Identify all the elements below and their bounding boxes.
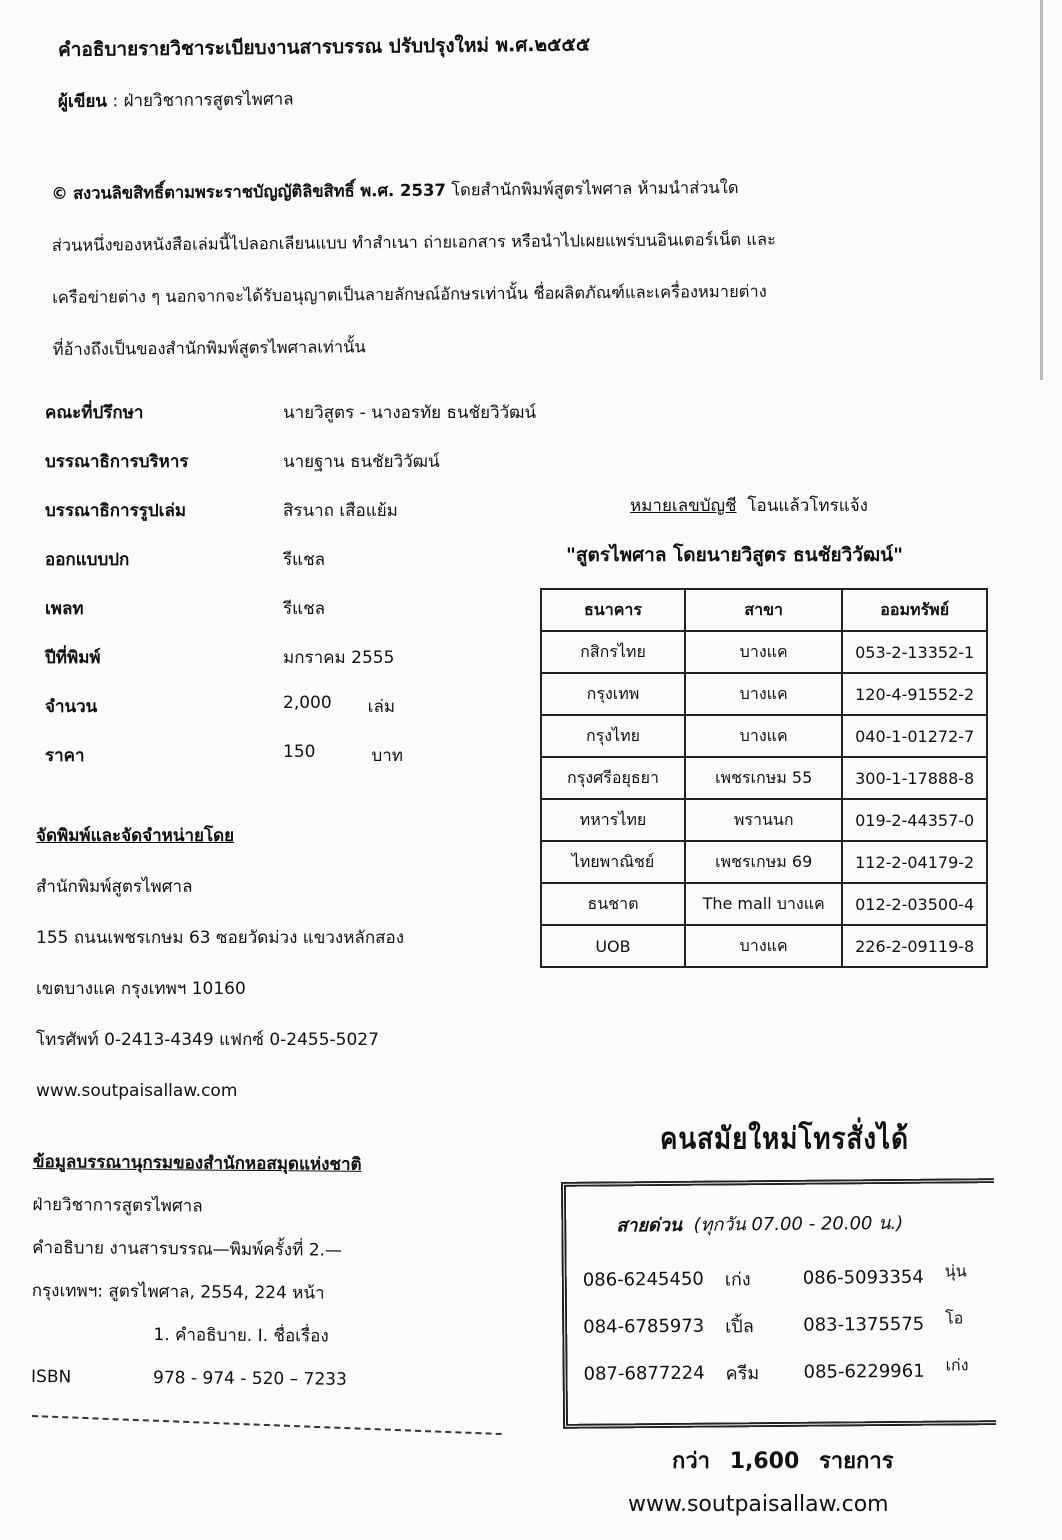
- column-header-savings: ออมทรัพย์: [842, 589, 987, 631]
- credit-row-cover-design: [45, 535, 536, 584]
- phone-list: [583, 1253, 969, 1397]
- credit-label: บรรณาธิการรูปเล่ม: [45, 501, 187, 521]
- credit-row-plate: [45, 584, 536, 633]
- table-row: [541, 673, 987, 715]
- catalog-line-2: คำอธิบาย งานสารบรรณ—พิมพ์ครั้งที่ 2.—: [32, 1238, 343, 1261]
- bank-cell: ทหารไทย: [541, 799, 685, 841]
- branch-cell: พรานนก: [685, 799, 842, 841]
- copyright-notice: [51, 159, 1033, 376]
- account-title-underlined: หมายเลขบัญชี: [630, 496, 737, 516]
- bank-accounts-table: [540, 588, 988, 968]
- hotline-box: [561, 1178, 996, 1429]
- table-header-row: [541, 589, 987, 631]
- credit-row-quantity: [45, 682, 536, 731]
- contact-name: เปิ้ล: [725, 1316, 754, 1338]
- contact-name: ครีม: [725, 1363, 760, 1385]
- publisher-address-1: 155 ถนนเพชรเกษม 63 ซอยวัดม่วง แขวงหลักสอง: [36, 928, 405, 948]
- table-row: [541, 631, 987, 673]
- catalog-line-1: ฝ่ายวิชาการสูตรไพศาล: [32, 1195, 203, 1217]
- phone-number: 086-6245450: [582, 1268, 704, 1291]
- phone-row: [583, 1300, 968, 1350]
- quantity-value: 2,000: [283, 693, 332, 713]
- contact-name: เก่ง: [724, 1269, 751, 1291]
- bank-cell: กรุงไทย: [541, 715, 685, 757]
- library-catalog-info: [31, 1140, 362, 1401]
- table-row: [541, 925, 987, 967]
- copyright-line-1: [51, 159, 1031, 220]
- phone-number: 086-5093354: [802, 1266, 924, 1289]
- account-title: [630, 492, 868, 519]
- account-number-cell: 120-4-91552-2: [842, 673, 987, 715]
- table-row: [541, 715, 987, 757]
- bank-cell: ไทยพาณิชย์: [541, 841, 685, 883]
- bank-cell: กรุงศรีอยุธยา: [541, 757, 685, 799]
- account-number-cell: 226-2-09119-8: [842, 925, 987, 967]
- branch-cell: เพชรเกษม 55: [685, 757, 842, 799]
- hotline-hours: (ทุกวัน 07.00 - 20.00 น.): [693, 1212, 904, 1236]
- credit-value: รีแชล: [283, 599, 326, 619]
- phone-number: 084-6785973: [583, 1315, 705, 1338]
- bank-cell: กสิกรไทย: [541, 631, 685, 673]
- phone-row: [583, 1253, 968, 1303]
- promo-title: คนสมัยใหม่โทรสั่งได้: [660, 1121, 909, 1157]
- account-number-cell: 053-2-13352-1: [842, 631, 987, 673]
- price-unit: บาท: [371, 746, 403, 766]
- contact-name: นุ่น: [944, 1261, 967, 1281]
- copyright-line-4: ที่อ้างถึงเป็นของสำนักพิมพ์สูตรไพศาลเท่านั้น: [52, 337, 366, 359]
- publisher-website: www.soutpaisallaw.com: [36, 1080, 238, 1101]
- catalog-line-4: 1. คำอธิบาย. I. ชื่อเรื่อง: [153, 1325, 329, 1347]
- book-title: คำอธิบายรายวิชาระเบียบงานสารบรรณ ปรับปรุงใหม่ พ.ศ.๒๕๕๕: [57, 33, 591, 61]
- publisher-phone-fax: โทรศัพท์ 0-2413-4349 แฟกซ์ 0-2455-5027: [36, 1030, 379, 1050]
- credit-label: บรรณาธิการบริหาร: [45, 452, 189, 472]
- count-prefix: กว่า: [672, 1449, 711, 1474]
- catalog-heading: ข้อมูลบรรณานุกรมของสำนักหอสมุดแห่งชาติ: [32, 1152, 362, 1175]
- count-suffix: รายการ: [818, 1449, 894, 1474]
- branch-cell: เพชรเกษม 69: [685, 841, 842, 883]
- contact-name: เก่ง: [945, 1355, 969, 1375]
- credit-value: [283, 693, 395, 720]
- page-edge: [1040, 0, 1043, 380]
- count-value: 1,600: [729, 1449, 800, 1474]
- bank-cell: ธนชาต: [541, 883, 685, 925]
- credit-value: นายฐาน ธนชัยวิวัฒน์: [283, 452, 440, 472]
- column-header-bank: ธนาคาร: [541, 589, 685, 631]
- credit-label: ราคา: [45, 746, 85, 766]
- credits-list: [45, 388, 536, 780]
- branch-cell: บางแค: [685, 925, 842, 967]
- copyright-line-2: ส่วนหนึ่งของหนังสือเล่มนี้ไปลอกเลียนแบบ ทำสำเนา ถ่ายเอกสาร หรือนำไปเผยแพร่บนอินเตอร์เน็ต และ: [51, 229, 776, 256]
- account-number-cell: 300-1-17888-8: [842, 757, 987, 799]
- branch-cell: บางแค: [685, 673, 842, 715]
- publisher-name: สำนักพิมพ์สูตรไพศาล: [36, 877, 193, 897]
- table-row: [541, 841, 987, 883]
- credit-value: มกราคม 2555: [283, 648, 395, 668]
- dashed-divider: [32, 1415, 502, 1435]
- credit-value: นายวิสูตร - นางอรทัย ธนชัยวิวัฒน์: [283, 403, 537, 423]
- branch-cell: The mall บางแค: [685, 883, 842, 925]
- credit-label: เพลท: [45, 599, 84, 619]
- copyright-line-3: เครือข่ายต่าง ๆ นอกจากจะได้รับอนุญาตเป็นลายลักษณ์อักษรเท่านั้น ชื่อผลิตภัณฑ์และเครื่องหมายต่าง: [52, 281, 767, 307]
- credit-label: ออกแบบปก: [45, 550, 130, 570]
- table-row: [541, 757, 987, 799]
- branch-cell: บางแค: [685, 715, 842, 757]
- credit-row-layout-editor: [45, 486, 536, 535]
- credit-label: คณะที่ปรึกษา: [45, 403, 144, 423]
- credit-row-advisors: [45, 388, 536, 437]
- item-count: [672, 1443, 894, 1478]
- branch-cell: บางแค: [685, 631, 842, 673]
- account-number-cell: 019-2-44357-0: [842, 799, 987, 841]
- account-title-rest: โอนแล้วโทรแจ้ง: [747, 496, 868, 516]
- bank-cell: กรุงเทพ: [541, 673, 685, 715]
- phone-number: 085-6229961: [803, 1360, 925, 1383]
- author-value: : ฝ่ายวิชาการสูตรไพศาล: [112, 89, 294, 112]
- phone-number: 083-1375575: [803, 1313, 925, 1336]
- isbn-row: [31, 1355, 360, 1401]
- author-label: ผู้เขียน: [57, 91, 108, 112]
- table-row: [541, 799, 987, 841]
- bank-cell: UOB: [541, 925, 685, 967]
- phone-row: [583, 1347, 968, 1397]
- isbn-label: ISBN: [30, 1366, 72, 1387]
- hotline-heading: [616, 1208, 903, 1240]
- copyright-bold-text: สงวนลิขสิทธิ์ตามพระราชบัญญัติลิขสิทธิ์ พ.ศ. 2537: [72, 180, 447, 203]
- copyright-symbol: ©: [51, 183, 68, 204]
- account-name: "สูตรไพศาล โดยนายวิสูตร ธนชัยวิวัฒน์": [566, 544, 903, 566]
- contact-name: โอ: [945, 1308, 964, 1328]
- column-header-branch: สาขา: [685, 589, 842, 631]
- account-number-cell: 112-2-04179-2: [842, 841, 987, 883]
- author-line: [58, 86, 294, 115]
- credit-label: ปีที่พิมพ์: [45, 648, 101, 668]
- credit-value: สิรนาถ เสือแย้ม: [283, 501, 398, 521]
- credit-row-price: [45, 731, 536, 780]
- phone-number: 087-6877224: [583, 1362, 705, 1385]
- credit-label: จำนวน: [45, 697, 98, 717]
- price-value: 150: [283, 742, 316, 762]
- credit-value: [283, 742, 403, 769]
- account-number-cell: 040-1-01272-7: [842, 715, 987, 757]
- quantity-unit: เล่ม: [367, 697, 396, 717]
- promo-website: www.soutpaisallaw.com: [628, 1492, 889, 1517]
- credit-value: รีแชล: [283, 550, 326, 570]
- table-row: [541, 883, 987, 925]
- hotline-label: สายด่วน: [616, 1214, 683, 1237]
- copyright-line-1-rest: โดยสำนักพิมพ์สูตรไพศาล ห้ามนำส่วนใด: [451, 178, 739, 200]
- account-number-cell: 012-2-03500-4: [842, 883, 987, 925]
- publisher-address-2: เขตบางแค กรุงเทพฯ 10160: [36, 979, 246, 999]
- credit-row-print-year: [45, 633, 536, 682]
- publisher-heading: จัดพิมพ์และจัดจำหน่ายโดย: [36, 826, 235, 846]
- credit-row-executive-editor: [45, 437, 536, 486]
- publisher-info: [36, 810, 404, 1116]
- catalog-line-3: กรุงเทพฯ: สูตรไพศาล, 2554, 224 หน้า: [31, 1280, 325, 1304]
- isbn-value: 978 - 974 - 520 – 7233: [152, 1367, 347, 1390]
